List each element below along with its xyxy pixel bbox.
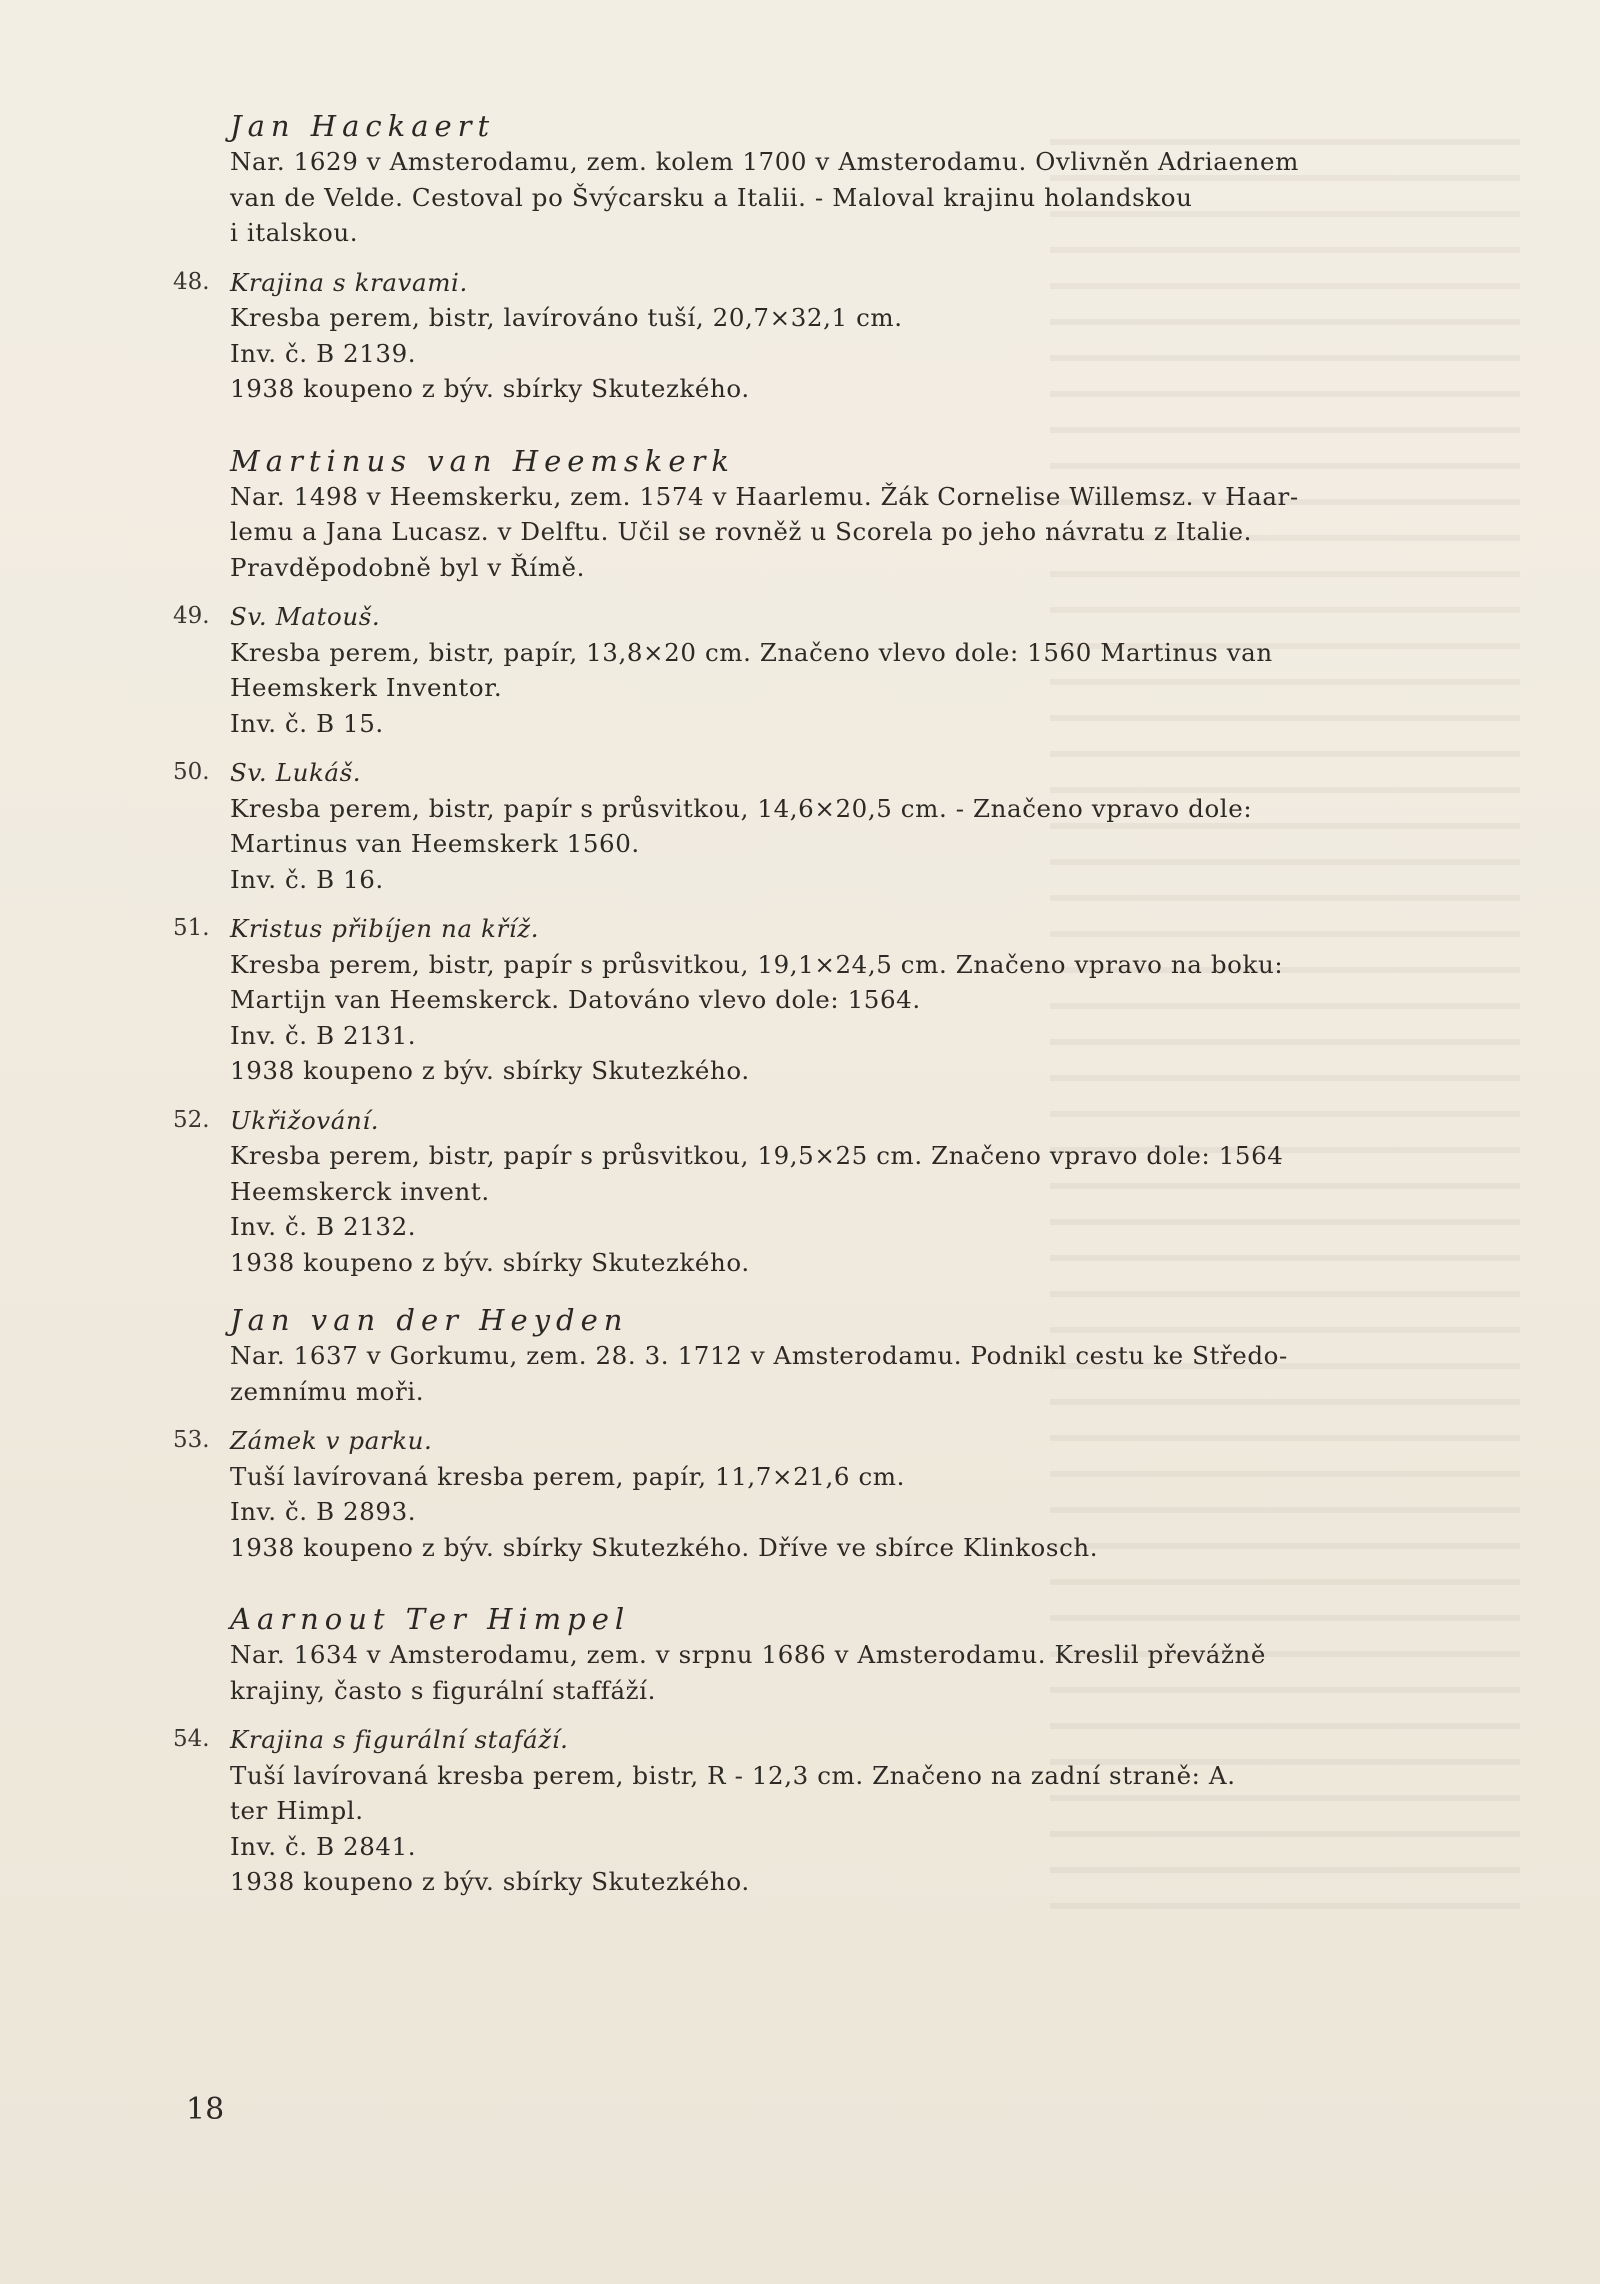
entry-detail-line: Inv. č. B 2131. (230, 1020, 417, 1050)
entry-detail-line: Tuší lavírovaná kresba perem, bistr, R - 12,3 cm. Značeno na zadní straně: A. (230, 1760, 1236, 1790)
artist-bio-line: Pravděpodobně byl v Římě. (230, 552, 586, 582)
entry-detail-line: 1938 koupeno z býv. sbírky Skutezkého. (230, 1867, 750, 1896)
catalog-entry (173, 265, 1470, 407)
artist-name: Jan van der Heyden (230, 1303, 629, 1337)
entry-title: Sv. Lukáš. (230, 758, 362, 787)
entry-detail-line: 1938 koupeno z býv. sbírky Skutezkého. (230, 1247, 750, 1277)
entry-title: Zámek v parku. (230, 1426, 433, 1455)
entry-number: 50. (173, 759, 210, 785)
artist-bio-line: Nar. 1498 v Heemskerku, zem. 1574 v Haarlemu. Žák Cornelise Willemsz. v Haar- (230, 481, 1299, 511)
entry-number: 53. (173, 1427, 210, 1453)
entry-detail-line: Kresba perem, bistr, papír s průsvitkou, 19,5×25 cm. Značeno vpravo dole: 1564 (230, 1141, 1284, 1170)
artist-section (173, 443, 1470, 1281)
entry-detail-line: Kresba perem, bistr, papír s průsvitkou, 19,1×24,5 cm. Značeno vpravo na boku: (230, 949, 1284, 979)
entry-title: Krajina s figurální stafáží. (230, 1725, 569, 1754)
artist-bio-line: van de Velde. Cestoval po Švýcarsku a Italii. - Maloval krajinu holandskou (230, 182, 1193, 212)
artist-name: Martinus van Heemskerk (230, 443, 735, 478)
entry-detail-line: Kresba perem, bistr, papír s průsvitkou, 14,6×20,5 cm. - Značeno vpravo dole: (230, 793, 1253, 823)
catalog-entry (173, 911, 1470, 1089)
entry-detail-line: Tuší lavírovaná kresba perem, papír, 11,7×21,6 cm. (230, 1461, 905, 1491)
artist-section (173, 108, 1470, 407)
entry-detail-line: Kresba perem, bistr, papír, 13,8×20 cm. Značeno vlevo dole: 1560 Martinus van (230, 637, 1273, 667)
entry-detail-line: 1938 koupeno z býv. sbírky Skutezkého. (230, 374, 750, 403)
entry-title: Kristus přibíjen na kříž. (230, 914, 540, 943)
catalog-entry (173, 1722, 1470, 1900)
entry-detail-line: Inv. č. B 15. (230, 708, 384, 738)
entry-detail-line: Inv. č. B 16. (230, 864, 384, 894)
entry-detail-line: Inv. č. B 2841. (230, 1831, 417, 1861)
entry-detail-line: Martinus van Heemskerk 1560. (230, 829, 640, 858)
entry-number: 49. (173, 603, 210, 629)
entry-detail-line: 1938 koupeno z býv. sbírky Skutezkého. Dříve ve sbírce Klinkosch. (230, 1532, 1099, 1562)
artist-name: Jan Hackaert (230, 109, 496, 143)
artist-bio-line: krajiny, často s figurální staffáží. (230, 1675, 657, 1705)
entry-detail-line: Heemskerk Inventor. (230, 673, 503, 702)
entry-title: Krajina s kravami. (230, 267, 468, 297)
entry-detail-line: 1938 koupeno z býv. sbírky Skutezkého. (230, 1056, 750, 1085)
page-number: 18 (186, 2092, 225, 2127)
entry-number: 54. (173, 1726, 210, 1752)
entry-title: Ukřižování. (230, 1105, 380, 1135)
catalog-entry (173, 599, 1470, 741)
catalog-entry (173, 1423, 1470, 1565)
artist-bio-line: i italskou. (230, 218, 359, 247)
artist-bio-line: Nar. 1634 v Amsterodamu, zem. v srpnu 1686 v Amsterodamu. Kreslil převážně (230, 1640, 1267, 1669)
catalog-entry (173, 755, 1470, 897)
entry-detail-line: Heemskerck invent. (230, 1176, 490, 1206)
entry-detail-line: Inv. č. B 2132. (230, 1212, 417, 1241)
section-gap (230, 1565, 1470, 1601)
section-gap (230, 1280, 1470, 1302)
entry-number: 48. (173, 268, 210, 295)
entry-number: 52. (173, 1106, 210, 1133)
artist-bio-line: zemnímu moři. (230, 1376, 425, 1406)
entry-number: 51. (173, 915, 210, 941)
artist-section (173, 1601, 1470, 1900)
entry-detail-line: Martijn van Heemskerck. Datováno vlevo dole: 1564. (230, 985, 921, 1014)
artist-bio-line: lemu a Jana Lucasz. v Delftu. Učil se rovněž u Scorela po jeho návratu z Italie. (230, 517, 1253, 546)
section-gap (230, 407, 1470, 443)
entry-detail-line: Inv. č. B 2139. (230, 338, 417, 368)
artist-bio-line: Nar. 1637 v Gorkumu, zem. 28. 3. 1712 v Amsterodamu. Podnikl cestu ke Středo- (230, 1341, 1288, 1370)
page-content (173, 108, 1470, 1900)
catalog-entry (173, 1103, 1470, 1281)
entry-detail-line: ter Himpl. (230, 1796, 364, 1825)
artist-section (173, 1302, 1470, 1565)
artist-bio-line: Nar. 1629 v Amsterodamu, zem. kolem 1700 v Amsterodamu. Ovlivněn Adriaenem (230, 147, 1299, 176)
entry-title: Sv. Matouš. (230, 602, 381, 631)
artist-name: Aarnout Ter Himpel (230, 1602, 631, 1636)
entry-detail-line: Inv. č. B 2893. (230, 1497, 417, 1526)
entry-detail-line: Kresba perem, bistr, lavírováno tuší, 20,7×32,1 cm. (230, 303, 903, 332)
